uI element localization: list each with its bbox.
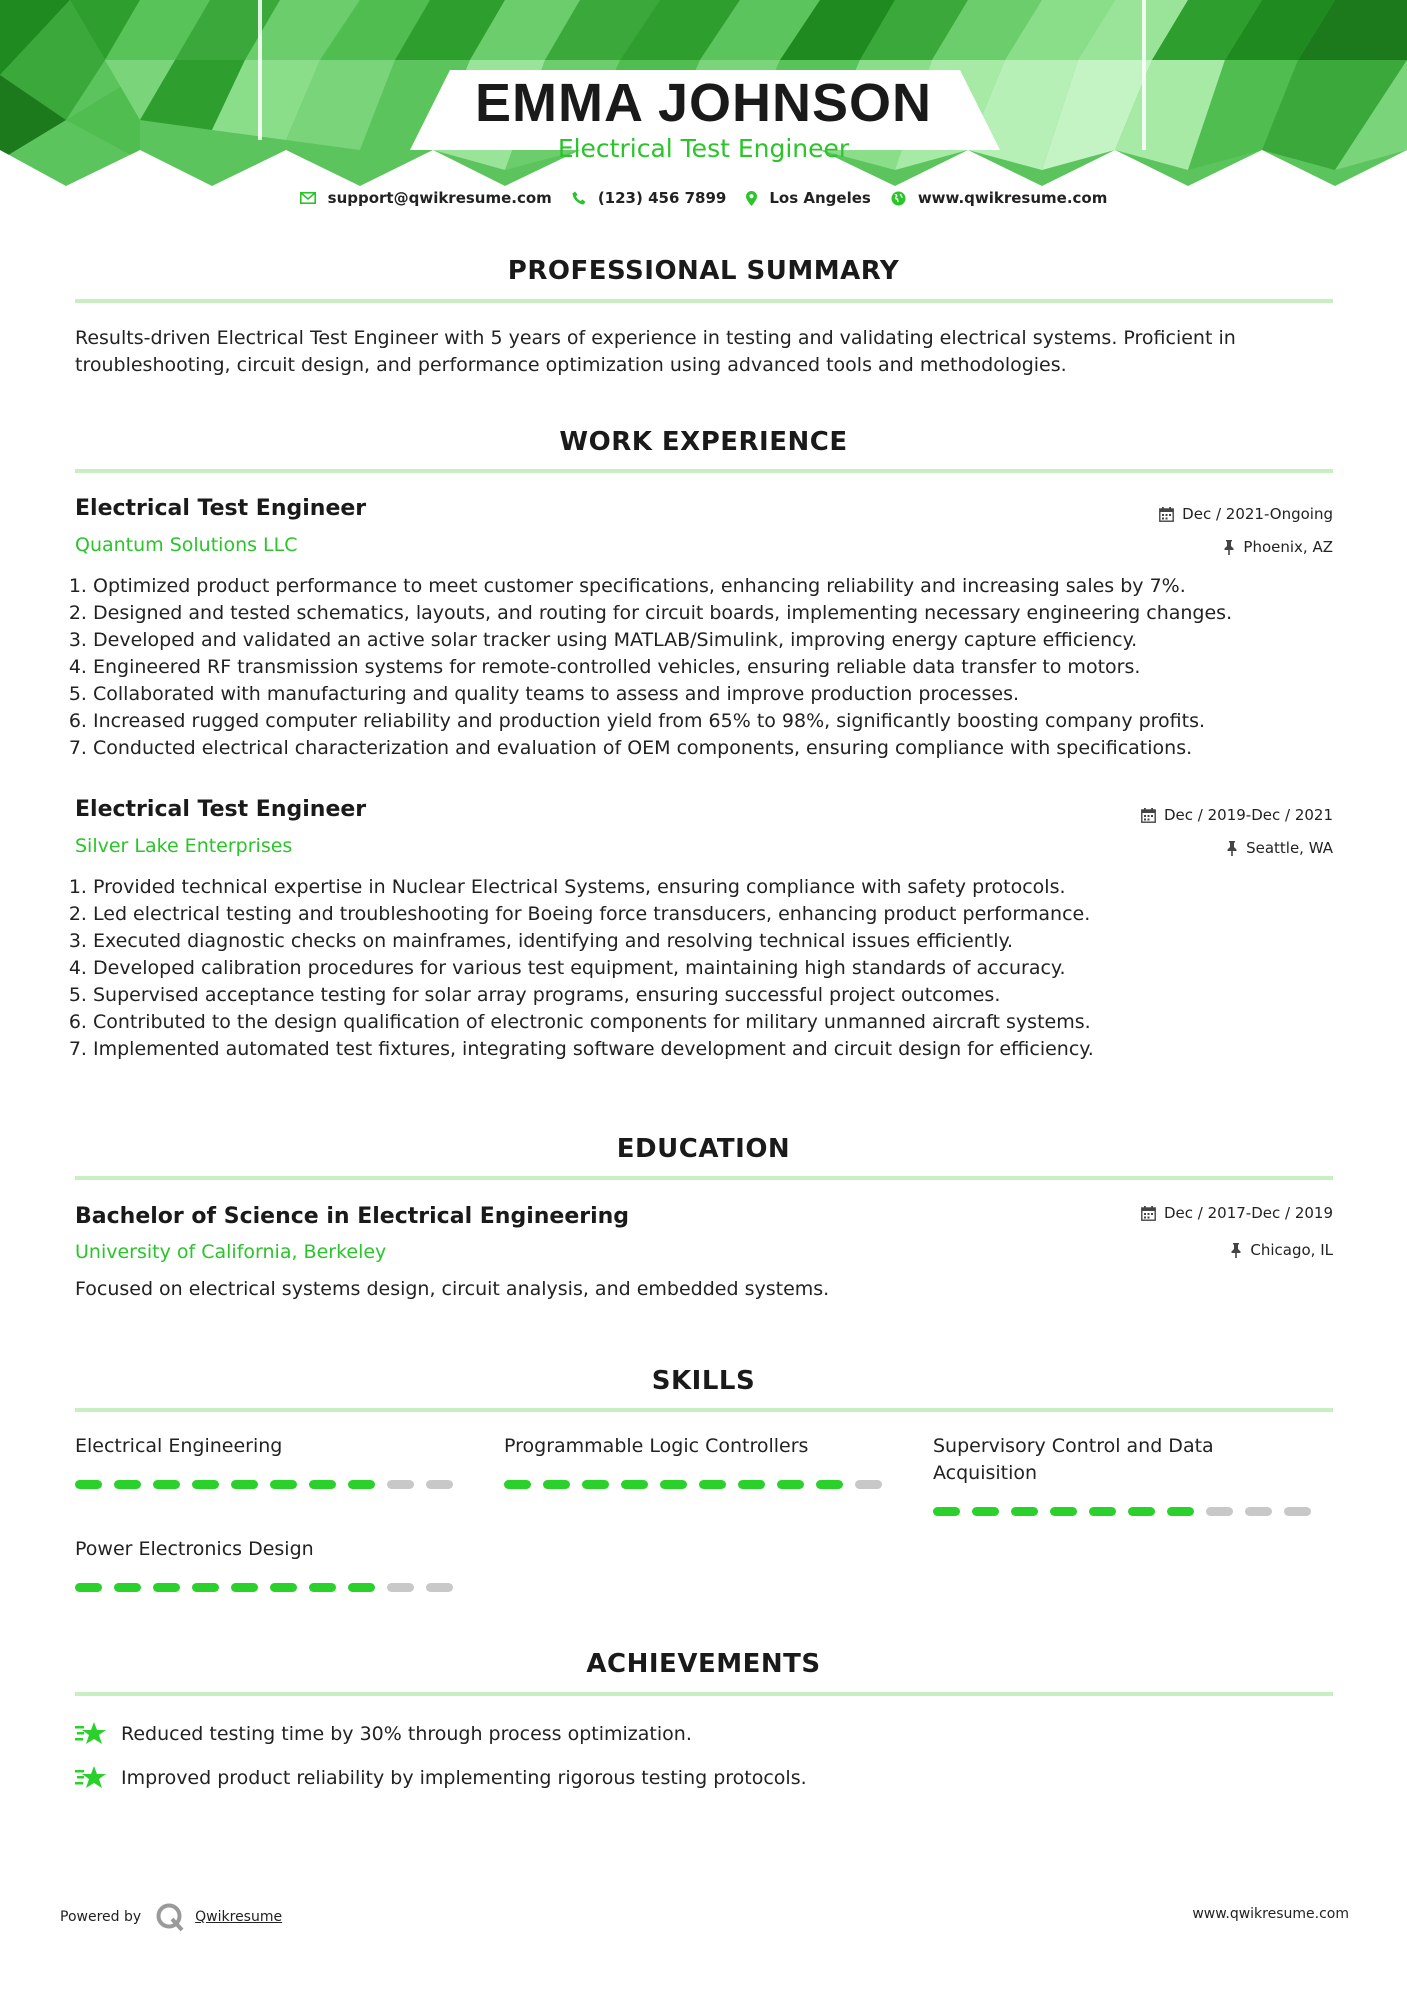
achievement-item <box>75 1764 807 1792</box>
contact-website[interactable] <box>891 189 1108 207</box>
skills-divider <box>75 1408 1333 1412</box>
qwikresume-logo-icon <box>155 1902 185 1932</box>
candidate-role: Electrical Test Engineer <box>557 134 850 163</box>
rating-dot-filled <box>543 1480 570 1489</box>
contact-website-text: www.qwikresume.com <box>917 189 1108 207</box>
rating-dot-empty <box>1245 1507 1272 1516</box>
achievements-heading: ACHIEVEMENTS <box>586 1649 821 1679</box>
rating-dot-empty <box>1206 1507 1233 1516</box>
skill-item <box>75 1536 465 1592</box>
school-name: University of California, Berkeley <box>75 1241 387 1263</box>
skill-rating <box>933 1507 1323 1516</box>
rating-dot-filled <box>1050 1507 1077 1516</box>
rating-dot-filled <box>504 1480 531 1489</box>
skill-rating <box>75 1480 465 1489</box>
achievement-item <box>75 1720 692 1748</box>
rating-dot-filled <box>153 1583 180 1592</box>
skill-item <box>504 1433 894 1489</box>
experience-heading: WORK EXPERIENCE <box>559 427 848 457</box>
achievement-text: Improved product reliability by implementing rigorous testing protocols. <box>121 1767 807 1789</box>
job-bullets-2 <box>66 874 1363 1063</box>
list-item: 1. Provided technical expertise in Nuclear Electrical Systems, ensuring compliance with safety protocols. <box>93 874 1363 901</box>
contact-phone[interactable] <box>572 189 727 207</box>
powered-by-label: Powered by <box>60 1909 142 1925</box>
rating-dot-empty <box>426 1480 453 1489</box>
job-dates-1 <box>1159 505 1333 523</box>
skill-name: Supervisory Control and Data Acquisition <box>933 1435 1214 1484</box>
skill-rating <box>75 1583 465 1592</box>
contact-email[interactable] <box>300 189 552 207</box>
envelope-icon <box>300 192 316 204</box>
globe-icon <box>891 191 906 206</box>
calendar-icon <box>1159 507 1174 522</box>
skill-name: Programmable Logic Controllers <box>504 1435 809 1457</box>
rating-dot-filled <box>972 1507 999 1516</box>
education-description: Focused on electrical systems design, circuit analysis, and embedded systems. <box>75 1278 830 1300</box>
footer-url[interactable]: www.qwikresume.com <box>1192 1906 1349 1922</box>
rating-dot-filled <box>114 1583 141 1592</box>
summary-divider <box>75 299 1333 303</box>
job-title-2: Electrical Test Engineer <box>75 797 367 822</box>
calendar-icon <box>1141 808 1156 823</box>
list-item: 5. Collaborated with manufacturing and quality teams to assess and improve production processes. <box>93 681 1363 708</box>
list-item: 3. Developed and validated an active solar tracker using MATLAB/Simulink, improving energy capture efficiency. <box>93 627 1363 654</box>
list-item: 4. Developed calibration procedures for various test equipment, maintaining high standards of accuracy. <box>93 955 1363 982</box>
rating-dot-filled <box>699 1480 726 1489</box>
degree-title: Bachelor of Science in Electrical Engineering <box>75 1204 630 1229</box>
skill-name: Electrical Engineering <box>75 1435 283 1457</box>
job-dates-2-text: Dec / 2019-Dec / 2021 <box>1164 806 1333 824</box>
map-pin-icon <box>746 191 757 206</box>
experience-divider <box>75 469 1333 473</box>
list-item: 2. Led electrical testing and troubleshooting for Boeing force transducers, enhancing product performance. <box>93 901 1363 928</box>
rating-dot-filled <box>660 1480 687 1489</box>
company-2: Silver Lake Enterprises <box>75 835 293 857</box>
rating-dot-filled <box>621 1480 648 1489</box>
achievements-divider <box>75 1692 1333 1696</box>
job-location-1 <box>1223 538 1333 556</box>
contact-location-text: Los Angeles <box>769 189 871 207</box>
rating-dot-filled <box>75 1480 102 1489</box>
contact-location <box>746 189 870 207</box>
rating-dot-filled <box>348 1583 375 1592</box>
contact-email-text: support@qwikresume.com <box>327 189 552 207</box>
job-dates-1-text: Dec / 2021-Ongoing <box>1182 505 1333 523</box>
summary-heading: PROFESSIONAL SUMMARY <box>507 256 900 286</box>
shooting-star-icon <box>75 1764 107 1792</box>
education-location-text: Chicago, IL <box>1250 1241 1333 1259</box>
pushpin-icon <box>1226 841 1238 856</box>
candidate-name: EMMA JOHNSON <box>474 73 933 133</box>
contact-phone-text: (123) 456 7899 <box>597 189 727 207</box>
rating-dot-empty <box>1284 1507 1311 1516</box>
footer-powered-by <box>60 1902 282 1932</box>
job-bullets-1 <box>66 573 1363 762</box>
rating-dot-filled <box>192 1583 219 1592</box>
list-item: 6. Increased rugged computer reliability and production yield from 65% to 98%, significantly boosting company profits. <box>93 708 1363 735</box>
rating-dot-filled <box>270 1480 297 1489</box>
rating-dot-filled <box>309 1480 336 1489</box>
rating-dot-filled <box>114 1480 141 1489</box>
company-1: Quantum Solutions LLC <box>75 534 298 556</box>
skills-heading: SKILLS <box>651 1366 756 1396</box>
education-heading: EDUCATION <box>616 1134 791 1164</box>
list-item: 3. Executed diagnostic checks on mainframes, identifying and resolving technical issues efficiently. <box>93 928 1363 955</box>
rating-dot-empty <box>387 1480 414 1489</box>
rating-dot-filled <box>231 1583 258 1592</box>
job-dates-2 <box>1141 806 1333 824</box>
rating-dot-filled <box>1167 1507 1194 1516</box>
job-location-2 <box>1226 839 1333 857</box>
education-dates <box>1141 1204 1333 1222</box>
rating-dot-filled <box>777 1480 804 1489</box>
rating-dot-empty <box>387 1583 414 1592</box>
rating-dot-filled <box>816 1480 843 1489</box>
rating-dot-filled <box>738 1480 765 1489</box>
pushpin-icon <box>1223 540 1235 555</box>
rating-dot-filled <box>231 1480 258 1489</box>
rating-dot-filled <box>75 1583 102 1592</box>
summary-text: Results-driven Electrical Test Engineer with 5 years of experience in testing and validating electrical systems. Proficient in troubleshooting, circuit design, and performance optimization using advanced tools and methodologies. <box>75 327 1236 376</box>
skill-rating <box>504 1480 894 1489</box>
list-item: 1. Optimized product performance to meet customer specifications, enhancing reliability and increasing sales by 7%. <box>93 573 1363 600</box>
list-item: 6. Contributed to the design qualification of electronic components for military unmanned aircraft systems. <box>93 1009 1363 1036</box>
calendar-icon <box>1141 1206 1156 1221</box>
education-dates-text: Dec / 2017-Dec / 2019 <box>1164 1204 1333 1222</box>
rating-dot-filled <box>192 1480 219 1489</box>
list-item: 5. Supervised acceptance testing for solar array programs, ensuring successful project outcomes. <box>93 982 1363 1009</box>
rating-dot-empty <box>855 1480 882 1489</box>
job-location-2-text: Seattle, WA <box>1246 839 1333 857</box>
skill-item <box>75 1433 465 1489</box>
rating-dot-filled <box>582 1480 609 1489</box>
list-item: 7. Conducted electrical characterization and evaluation of OEM components, ensuring compliance with specifications. <box>93 735 1363 762</box>
rating-dot-filled <box>153 1480 180 1489</box>
skill-item <box>933 1433 1323 1516</box>
contact-bar <box>0 189 1407 207</box>
achievement-text: Reduced testing time by 30% through process optimization. <box>121 1723 692 1745</box>
qwikresume-link[interactable]: Qwikresume <box>195 1909 283 1925</box>
list-item: 4. Engineered RF transmission systems for remote-controlled vehicles, ensuring reliable data transfer to motors. <box>93 654 1363 681</box>
shooting-star-icon <box>75 1720 107 1748</box>
education-divider <box>75 1176 1333 1180</box>
pushpin-icon <box>1230 1243 1242 1258</box>
job-title-1: Electrical Test Engineer <box>75 496 367 521</box>
rating-dot-filled <box>309 1583 336 1592</box>
skill-name: Power Electronics Design <box>75 1538 314 1560</box>
rating-dot-filled <box>1011 1507 1038 1516</box>
rating-dot-filled <box>933 1507 960 1516</box>
phone-icon <box>572 191 586 205</box>
rating-dot-filled <box>270 1583 297 1592</box>
rating-dot-filled <box>1089 1507 1116 1516</box>
list-item: 7. Implemented automated test fixtures, integrating software development and circuit design for efficiency. <box>93 1036 1363 1063</box>
education-location <box>1230 1241 1333 1259</box>
rating-dot-filled <box>348 1480 375 1489</box>
rating-dot-filled <box>1128 1507 1155 1516</box>
list-item: 2. Designed and tested schematics, layouts, and routing for circuit boards, implementing necessary engineering changes. <box>93 600 1363 627</box>
rating-dot-empty <box>426 1583 453 1592</box>
job-location-1-text: Phoenix, AZ <box>1243 538 1333 556</box>
